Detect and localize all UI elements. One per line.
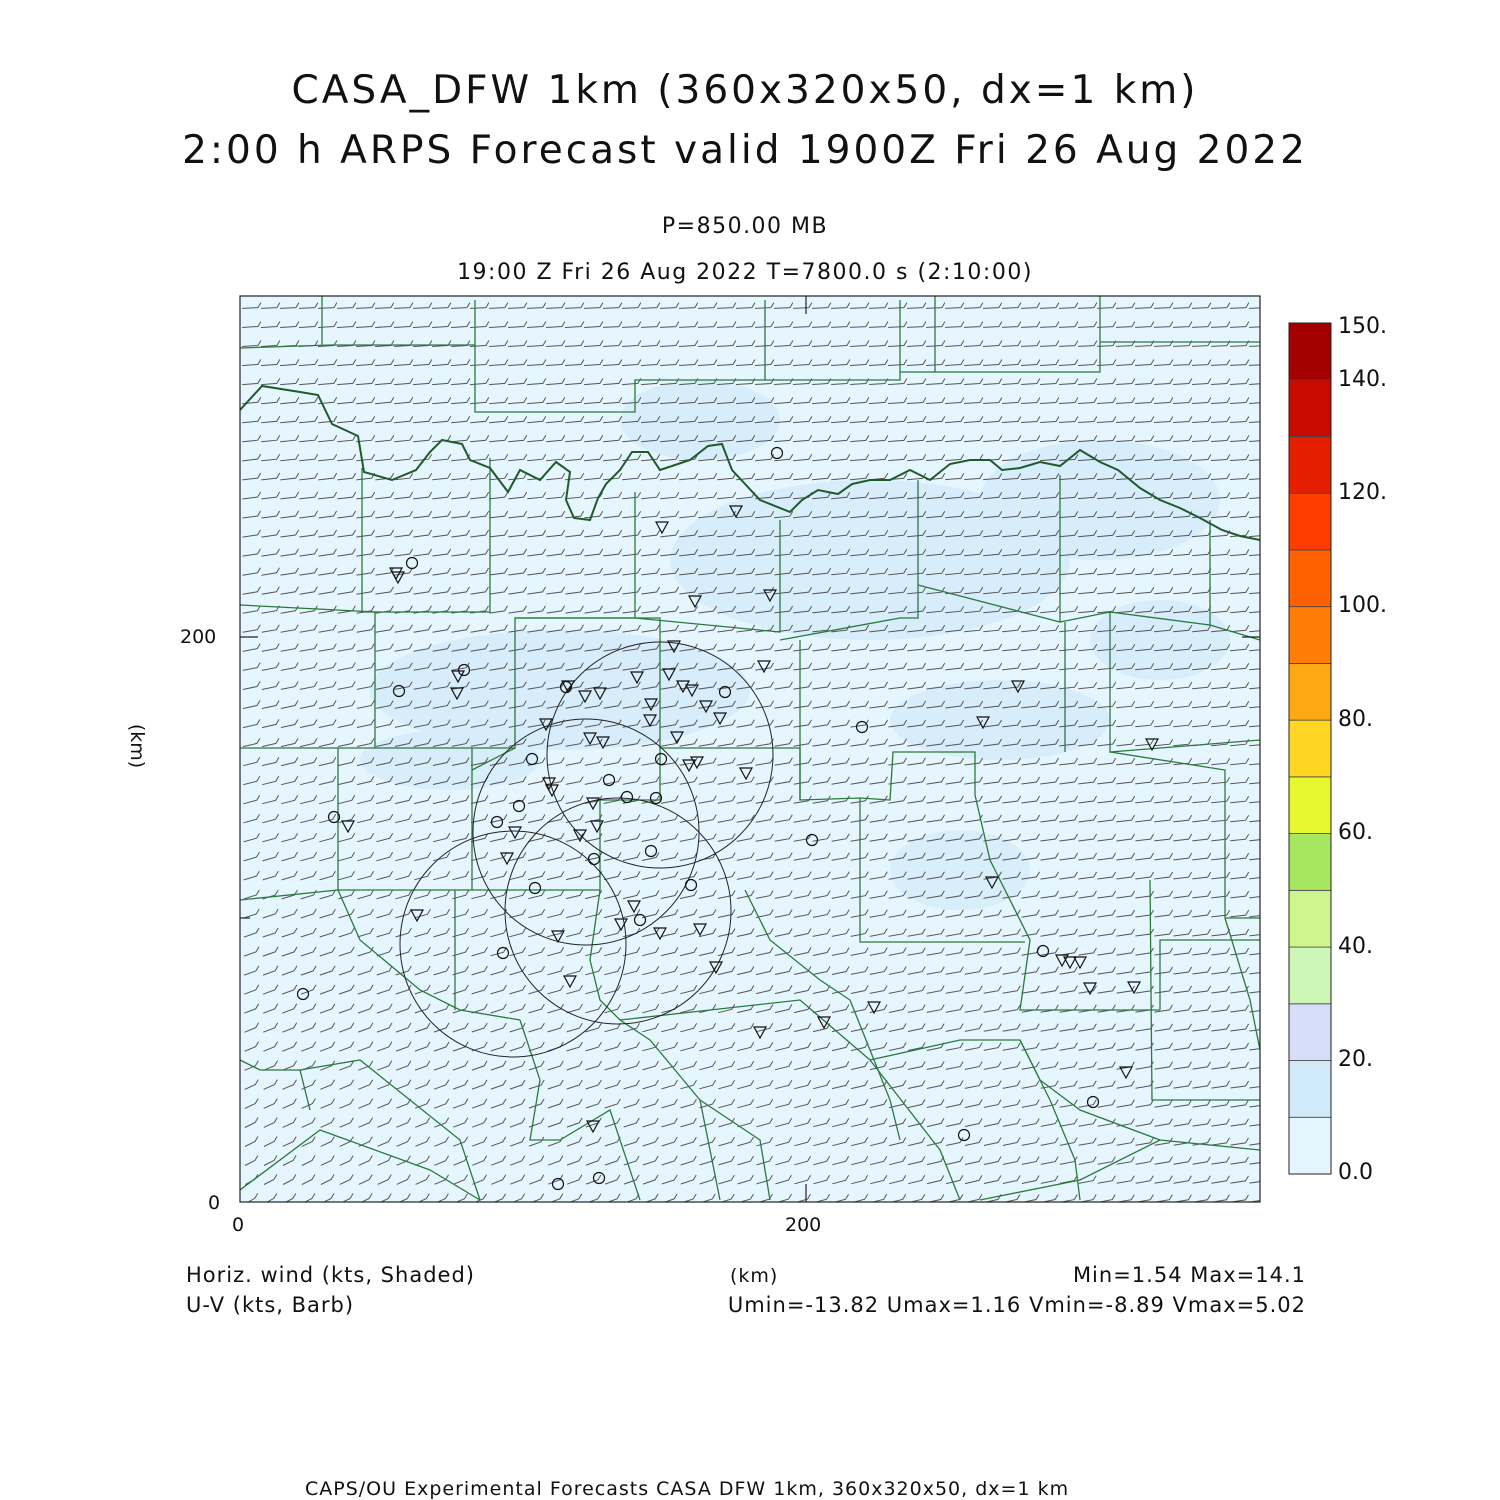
colorbar-segment [1289, 1004, 1331, 1061]
cbar-label-40: 40. [1338, 934, 1373, 959]
colorbar-segment [1289, 607, 1331, 664]
x-axis-label: (km) [730, 1265, 779, 1287]
uv-min-max-label: Umin=-13.82 Umax=1.16 Vmin=-8.89 Vmax=5.02 [727, 1293, 1306, 1317]
colorbar-segment [1289, 720, 1331, 777]
colorbar-segment [1289, 1117, 1331, 1174]
y-tick-0: 0 [208, 1192, 221, 1214]
colorbar-segment [1289, 323, 1331, 380]
colorbar-segment [1289, 947, 1331, 1004]
variable-label: Horiz. wind (kts, Shaded) [186, 1263, 475, 1287]
cbar-label-80: 80. [1338, 707, 1373, 732]
valid-time-label: 19:00 Z Fri 26 Aug 2022 T=7800.0 s (2:10:00) [457, 260, 1033, 285]
colorbar-segment [1289, 663, 1331, 720]
cbar-label-150: 150. [1338, 314, 1387, 339]
colorbar-segment [1289, 436, 1331, 493]
title-line-1: CASA_DFW 1km (360x320x50, dx=1 km) [291, 68, 1199, 113]
min-max-label: Min=1.54 Max=14.1 [1072, 1263, 1306, 1287]
colorbar-segment [1289, 380, 1331, 437]
x-tick-0: 0 [232, 1214, 245, 1236]
cbar-label-100: 100. [1338, 593, 1387, 618]
colorbar-segment [1289, 493, 1331, 550]
colorbar-segment [1289, 890, 1331, 947]
x-tick-200: 200 [785, 1214, 822, 1236]
cbar-label-0: 0.0 [1338, 1160, 1373, 1185]
colorbar-segment [1289, 550, 1331, 607]
level-label: P=850.00 MB [661, 214, 829, 239]
colorbar [1289, 323, 1331, 1174]
vector-label: U-V (kts, Barb) [186, 1293, 355, 1317]
title-line-2: 2:00 h ARPS Forecast valid 1900Z Fri 26 Aug 2022 [182, 128, 1308, 173]
y-tick-200: 200 [180, 626, 217, 648]
cbar-label-140: 140. [1338, 367, 1387, 392]
y-axis-label: (km) [126, 723, 149, 769]
colorbar-segment [1289, 834, 1331, 891]
cbar-label-20: 20. [1338, 1047, 1373, 1072]
credit-line: CAPS/OU Experimental Forecasts CASA DFW 1km, 360x320x50, dx=1 km [305, 1478, 1070, 1500]
colorbar-segment [1289, 1061, 1331, 1118]
colorbar-segment [1289, 777, 1331, 834]
cbar-label-60: 60. [1338, 820, 1373, 845]
cbar-label-120: 120. [1338, 480, 1387, 505]
